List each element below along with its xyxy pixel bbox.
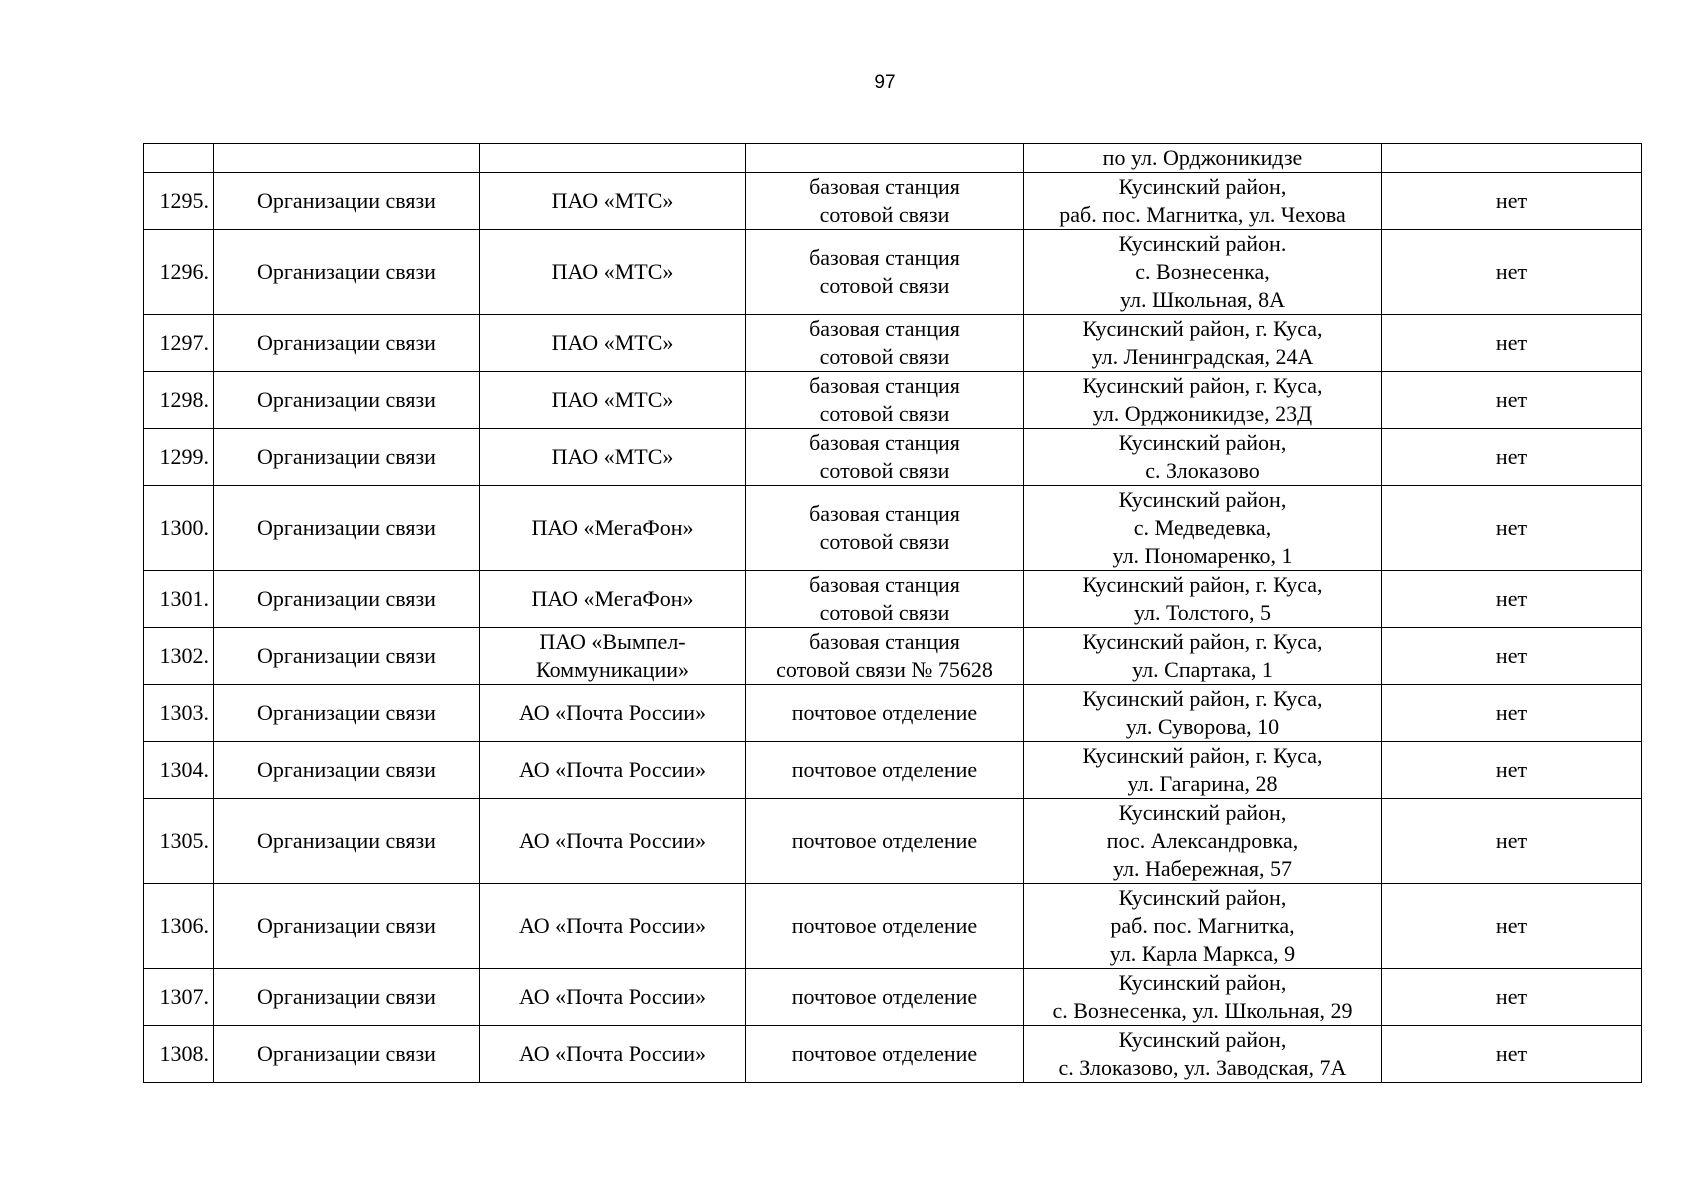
row-number-cell: 1298. xyxy=(144,372,214,429)
category-cell: Организации связи xyxy=(214,230,480,315)
category-cell: Организации связи xyxy=(214,372,480,429)
note-cell: нет xyxy=(1382,685,1642,742)
address-line: Кусинский район, г. Куса, xyxy=(1082,572,1323,597)
operator-cell xyxy=(480,799,746,884)
address-line: Кусинский район, xyxy=(1118,487,1287,512)
row-number-cell: 1300. xyxy=(144,486,214,571)
object-type-line: базовая станция xyxy=(809,501,960,526)
object-type-line: базовая станция xyxy=(809,373,960,398)
category-cell: Организации связи xyxy=(214,742,480,799)
address-line: раб. пос. Магнитка, xyxy=(1110,913,1295,938)
address-line: с. Злоказово xyxy=(1145,458,1260,483)
operator-cell xyxy=(480,230,746,315)
note-cell: нет xyxy=(1382,799,1642,884)
operator-line: ПАО «МегаФон» xyxy=(531,586,694,611)
table-row xyxy=(144,315,1642,372)
address-cell xyxy=(1024,884,1382,969)
address-cell xyxy=(1024,144,1382,173)
address-line: с. Медведевка, xyxy=(1133,515,1272,540)
object-type-line: сотовой связи xyxy=(819,600,950,625)
object-type-line: почтовое отделение xyxy=(791,984,978,1009)
category-cell: Организации связи xyxy=(214,486,480,571)
object-type-line: базовая станция xyxy=(809,430,960,455)
address-cell xyxy=(1024,799,1382,884)
table-row xyxy=(144,144,1642,173)
table-row xyxy=(144,230,1642,315)
object-type-cell xyxy=(746,486,1024,571)
category-cell: Организации связи xyxy=(214,571,480,628)
operator-cell xyxy=(480,315,746,372)
address-line: Кусинский район. xyxy=(1118,231,1287,256)
address-line: с. Вознесенка, xyxy=(1135,259,1270,284)
address-cell xyxy=(1024,429,1382,486)
address-line: ул. Пономаренко, 1 xyxy=(1112,543,1293,568)
table-row xyxy=(144,372,1642,429)
object-type-cell xyxy=(746,884,1024,969)
table-row xyxy=(144,742,1642,799)
address-line: Кусинский район, г. Куса, xyxy=(1082,743,1323,768)
operator-line: ПАО «Вымпел- xyxy=(539,629,686,654)
address-cell xyxy=(1024,742,1382,799)
address-line: ул. Карла Маркса, 9 xyxy=(1109,941,1296,966)
operator-cell xyxy=(480,144,746,173)
row-number-cell: 1297. xyxy=(144,315,214,372)
row-number-cell: 1304. xyxy=(144,742,214,799)
object-type-cell xyxy=(746,685,1024,742)
note-cell: нет xyxy=(1382,1026,1642,1083)
object-type-line: почтовое отделение xyxy=(791,700,978,725)
address-line: с. Вознесенка, ул. Школьная, 29 xyxy=(1052,998,1353,1023)
object-type-cell xyxy=(746,571,1024,628)
row-number-cell: 1303. xyxy=(144,685,214,742)
object-type-cell xyxy=(746,173,1024,230)
object-type-line: базовая станция xyxy=(809,572,960,597)
operator-cell xyxy=(480,372,746,429)
object-type-line: почтовое отделение xyxy=(791,1041,978,1066)
operator-cell xyxy=(480,429,746,486)
operator-line: АО «Почта России» xyxy=(518,757,707,782)
row-number-cell: 1295. xyxy=(144,173,214,230)
operator-line: ПАО «МТС» xyxy=(551,387,674,412)
row-number-cell: 1306. xyxy=(144,884,214,969)
address-line: ул. Ленинградская, 24А xyxy=(1091,344,1314,369)
table-row xyxy=(144,969,1642,1026)
operator-cell xyxy=(480,628,746,685)
object-type-line: базовая станция xyxy=(809,629,960,654)
note-cell: нет xyxy=(1382,742,1642,799)
address-line: Кусинский район, г. Куса, xyxy=(1082,373,1323,398)
address-line: пос. Александровка, xyxy=(1106,828,1299,853)
note-cell: нет xyxy=(1382,372,1642,429)
page-number: 97 xyxy=(874,72,896,93)
operator-cell xyxy=(480,742,746,799)
note-cell: нет xyxy=(1382,486,1642,571)
category-cell: Организации связи xyxy=(214,1026,480,1083)
object-type-line: почтовое отделение xyxy=(791,913,978,938)
address-line: ул. Спартака, 1 xyxy=(1132,657,1273,682)
object-type-line: сотовой связи xyxy=(819,529,950,554)
table-row xyxy=(144,429,1642,486)
table-row xyxy=(144,799,1642,884)
address-cell xyxy=(1024,230,1382,315)
table-row xyxy=(144,685,1642,742)
category-cell: Организации связи xyxy=(214,799,480,884)
object-type-line: базовая станция xyxy=(809,245,960,270)
operator-line: АО «Почта России» xyxy=(518,1041,707,1066)
address-line: Кусинский район, г. Куса, xyxy=(1082,316,1323,341)
note-cell: нет xyxy=(1382,969,1642,1026)
row-number-cell: 1308. xyxy=(144,1026,214,1083)
address-cell xyxy=(1024,685,1382,742)
address-line: ул. Гагарина, 28 xyxy=(1127,771,1278,796)
category-cell xyxy=(214,144,480,173)
address-cell xyxy=(1024,969,1382,1026)
note-cell: нет xyxy=(1382,429,1642,486)
table-row xyxy=(144,571,1642,628)
address-line: Кусинский район, г. Куса, xyxy=(1082,629,1323,654)
operator-line: ПАО «МТС» xyxy=(551,259,674,284)
row-number-cell: 1299. xyxy=(144,429,214,486)
address-line: по ул. Орджоникидзе xyxy=(1102,145,1303,170)
operator-line: АО «Почта России» xyxy=(518,984,707,1009)
address-line: ул. Орджоникидзе, 23Д xyxy=(1092,401,1313,426)
address-line: Кусинский район, xyxy=(1118,430,1287,455)
operator-line: АО «Почта России» xyxy=(518,828,707,853)
address-cell xyxy=(1024,628,1382,685)
row-number-cell xyxy=(144,144,214,173)
address-line: Кусинский район, xyxy=(1118,174,1287,199)
note-cell: нет xyxy=(1382,230,1642,315)
note-cell: нет xyxy=(1382,571,1642,628)
object-type-cell xyxy=(746,628,1024,685)
category-cell: Организации связи xyxy=(214,429,480,486)
object-type-line: сотовой связи xyxy=(819,273,950,298)
object-type-cell xyxy=(746,742,1024,799)
address-line: ул. Суворова, 10 xyxy=(1125,714,1280,739)
row-number-cell: 1296. xyxy=(144,230,214,315)
operator-line: ПАО «МТС» xyxy=(551,188,674,213)
note-cell: нет xyxy=(1382,884,1642,969)
registry-table-body xyxy=(144,144,1642,1083)
object-type-line: сотовой связи xyxy=(819,401,950,426)
object-type-line: почтовое отделение xyxy=(791,757,978,782)
row-number-cell: 1307. xyxy=(144,969,214,1026)
category-cell: Организации связи xyxy=(214,685,480,742)
operator-line: Коммуникации» xyxy=(536,657,689,682)
category-cell: Организации связи xyxy=(214,969,480,1026)
operator-line: АО «Почта России» xyxy=(518,913,707,938)
address-line: Кусинский район, xyxy=(1118,800,1287,825)
table-row xyxy=(144,486,1642,571)
operator-cell xyxy=(480,969,746,1026)
operator-cell xyxy=(480,486,746,571)
operator-cell xyxy=(480,884,746,969)
table-row xyxy=(144,173,1642,230)
address-cell xyxy=(1024,372,1382,429)
object-type-cell xyxy=(746,144,1024,173)
address-cell xyxy=(1024,315,1382,372)
operator-line: ПАО «МТС» xyxy=(551,330,674,355)
note-cell: нет xyxy=(1382,173,1642,230)
operator-cell xyxy=(480,571,746,628)
table-row xyxy=(144,884,1642,969)
object-type-line: базовая станция xyxy=(809,174,960,199)
object-type-line: почтовое отделение xyxy=(791,828,978,853)
address-line: ул. Школьная, 8А xyxy=(1119,287,1286,312)
operator-line: ПАО «МТС» xyxy=(551,444,674,469)
table-row xyxy=(144,1026,1642,1083)
note-cell: нет xyxy=(1382,628,1642,685)
row-number-cell: 1305. xyxy=(144,799,214,884)
object-type-line: сотовой связи xyxy=(819,202,950,227)
object-type-cell xyxy=(746,230,1024,315)
address-line: с. Злоказово, ул. Заводская, 7А xyxy=(1058,1055,1347,1080)
operator-line: АО «Почта России» xyxy=(518,700,707,725)
category-cell: Организации связи xyxy=(214,628,480,685)
registry-table xyxy=(143,143,1642,1083)
category-cell: Организации связи xyxy=(214,884,480,969)
address-line: ул. Набережная, 57 xyxy=(1113,856,1292,881)
address-cell xyxy=(1024,1026,1382,1083)
note-cell xyxy=(1382,144,1642,173)
address-cell xyxy=(1024,486,1382,571)
object-type-cell xyxy=(746,429,1024,486)
address-line: Кусинский район, xyxy=(1118,1027,1287,1052)
address-cell xyxy=(1024,571,1382,628)
note-cell: нет xyxy=(1382,315,1642,372)
operator-cell xyxy=(480,685,746,742)
object-type-cell xyxy=(746,799,1024,884)
address-line: раб. пос. Магнитка, ул. Чехова xyxy=(1059,202,1346,227)
category-cell: Организации связи xyxy=(214,173,480,230)
object-type-cell xyxy=(746,315,1024,372)
operator-cell xyxy=(480,173,746,230)
operator-line: ПАО «МегаФон» xyxy=(531,515,694,540)
address-line: Кусинский район, xyxy=(1118,970,1287,995)
table-row xyxy=(144,628,1642,685)
object-type-cell xyxy=(746,1026,1024,1083)
object-type-cell xyxy=(746,969,1024,1026)
object-type-line: базовая станция xyxy=(809,316,960,341)
address-line: Кусинский район, г. Куса, xyxy=(1082,686,1323,711)
row-number-cell: 1302. xyxy=(144,628,214,685)
row-number-cell: 1301. xyxy=(144,571,214,628)
operator-cell xyxy=(480,1026,746,1083)
object-type-line: сотовой связи № 75628 xyxy=(776,657,993,682)
address-line: ул. Толстого, 5 xyxy=(1133,600,1272,625)
address-line: Кусинский район, xyxy=(1118,885,1287,910)
object-type-line: сотовой связи xyxy=(819,458,950,483)
object-type-line: сотовой связи xyxy=(819,344,950,369)
address-cell xyxy=(1024,173,1382,230)
object-type-cell xyxy=(746,372,1024,429)
category-cell: Организации связи xyxy=(214,315,480,372)
